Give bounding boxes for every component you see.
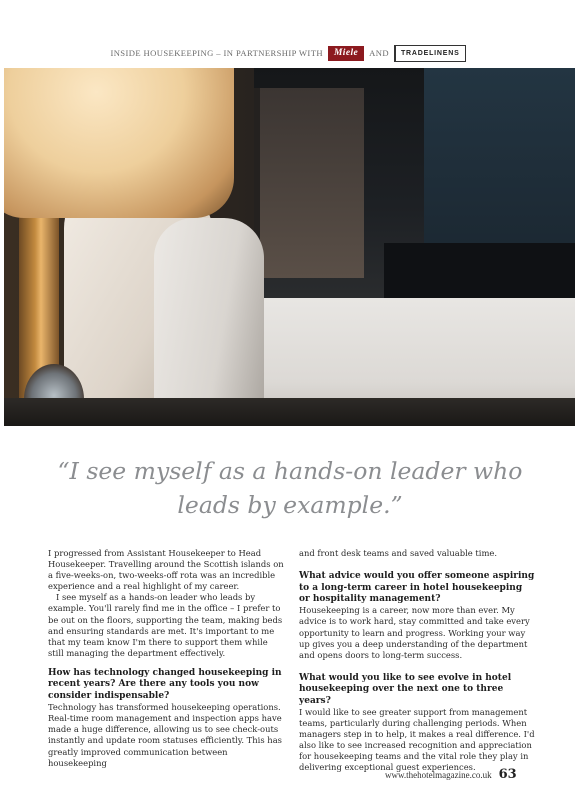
header-text: INSIDE HOUSEKEEPING – IN PARTNERSHIP WITH [110, 48, 323, 58]
photo-pillow [154, 218, 264, 426]
question-heading: What advice would you offer someone aspiring to a long-term career in hotel housekeeping or hospitality management? [299, 571, 535, 604]
pull-quote: “I see myself as a hands-on leader who leads by example.” [57, 457, 523, 519]
article-column-right [299, 548, 535, 774]
tradelinens-logo: TRADELINENS [394, 45, 466, 62]
footer-url[interactable]: www.thehotelmagazine.co.uk [385, 770, 492, 780]
page-footer [385, 767, 517, 782]
paragraph: I see myself as a hands-on leader who leads by example. You'll rarely find me in the office – I prefer to be out on the floors, supporting the team, making beds and ensuring standards are met. It's important to me that my team know I'm there to support them while still managing the department effectively. [48, 592, 283, 658]
article-column-left [48, 548, 284, 769]
photo-window [424, 68, 575, 268]
question-heading: How has technology changed housekeeping in recent years? Are there any tools you now consider indispensable? [48, 667, 282, 701]
question-heading: What would you like to see evolve in hotel housekeeping over the next one to three years? [299, 672, 512, 706]
page-number: 63 [498, 767, 517, 782]
photo-floor [4, 398, 575, 426]
paragraph: and front desk teams and saved valuable time. [299, 548, 498, 558]
paragraph: Technology has transformed housekeeping operations. Real-time room management and inspection apps have made a huge difference, allowing us to see check-outs instantly and update room statuses efficiently. This has greatly improved communication between housekeeping [48, 702, 282, 768]
photo-desk [384, 243, 575, 303]
header-and: AND [369, 48, 389, 58]
photo-doorway [254, 88, 364, 278]
paragraph: I would like to see greater support from management teams, particularly during challenging periods. When managers step in to help, it makes a real difference. I'd also like to see increased recognition and appreciation for housekeeping teams and the vital role they play in delivering exceptional guest experiences. [299, 707, 535, 773]
photo-lampshade [4, 68, 234, 218]
section-header [0, 42, 576, 64]
paragraph: I progressed from Assistant Housekeeper to Head Housekeeper. Travelling around the Scottish islands on a five-weeks-on, two-weeks-off rota was an incredible experience and a real highlight of my career. [48, 548, 284, 592]
hotel-bedroom-photo [4, 68, 575, 426]
miele-logo: Miele [328, 46, 364, 61]
paragraph: Housekeeping is a career, now more than ever. My advice is to work hard, stay committed and take every opportunity to learn and progress. Working your way up gives you a deep understanding of the department and opens doors to long-term success. [299, 605, 530, 660]
